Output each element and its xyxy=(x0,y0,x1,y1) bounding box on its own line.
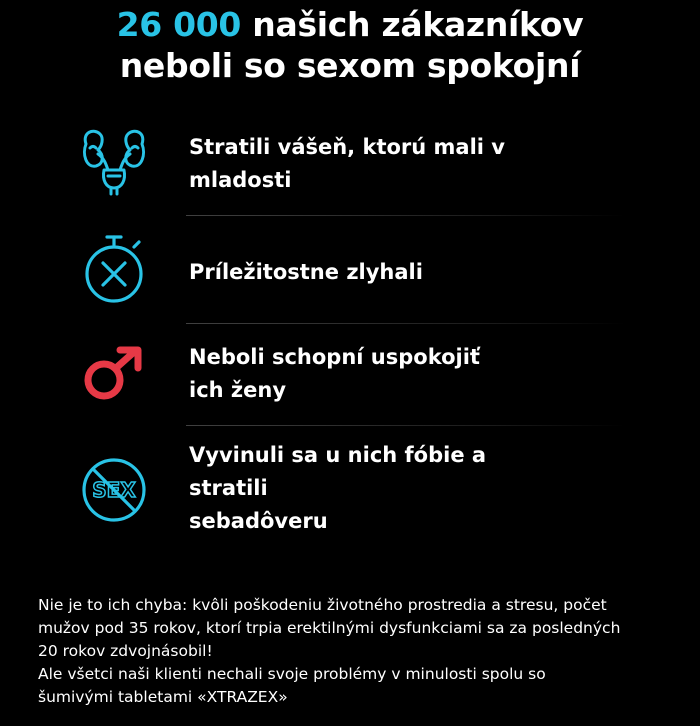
footer-text xyxy=(38,594,678,709)
headline xyxy=(0,4,700,86)
no-sex-icon xyxy=(78,454,150,526)
divider-2 xyxy=(186,323,626,324)
kidneys-bladder-icon xyxy=(78,124,150,196)
no-sex-icon-text: SEX xyxy=(92,478,136,502)
headline-accent-number: 26 000 xyxy=(116,5,242,44)
footer-paragraph-1: Nie je to ich chyba: kvôli poškodeniu životného prostredia a stresu, počet mužov pod 35 rokov, ktorí trpia erektilnými dysfunkciami sa za posledných 20 rokov zdvojnásobil! xyxy=(38,596,621,660)
divider-3 xyxy=(186,425,626,426)
feature-text-satisfy: Neboli schopní uspokojiť ich ženy xyxy=(189,345,480,402)
male-symbol-icon xyxy=(78,338,150,410)
stopwatch-cross-icon xyxy=(78,232,150,304)
feature-text-failure: Príležitostne zlyhali xyxy=(189,260,423,284)
feature-text-passion: Stratili vášeň, ktorú mali v mladosti xyxy=(189,135,505,192)
footer-paragraph-2: Ale všetci naši klienti nechali svoje problémy v minulosti spolu so šumivými tabletami «XTRAZEX» xyxy=(38,665,546,706)
headline-line2: neboli so sexom spokojní xyxy=(119,46,581,85)
feature-text-phobia: Vyvinuli sa u nich fóbie a stratili sebadôveru xyxy=(189,443,487,533)
headline-line1-rest: našich zákazníkov xyxy=(241,5,584,44)
divider-1 xyxy=(186,215,626,216)
